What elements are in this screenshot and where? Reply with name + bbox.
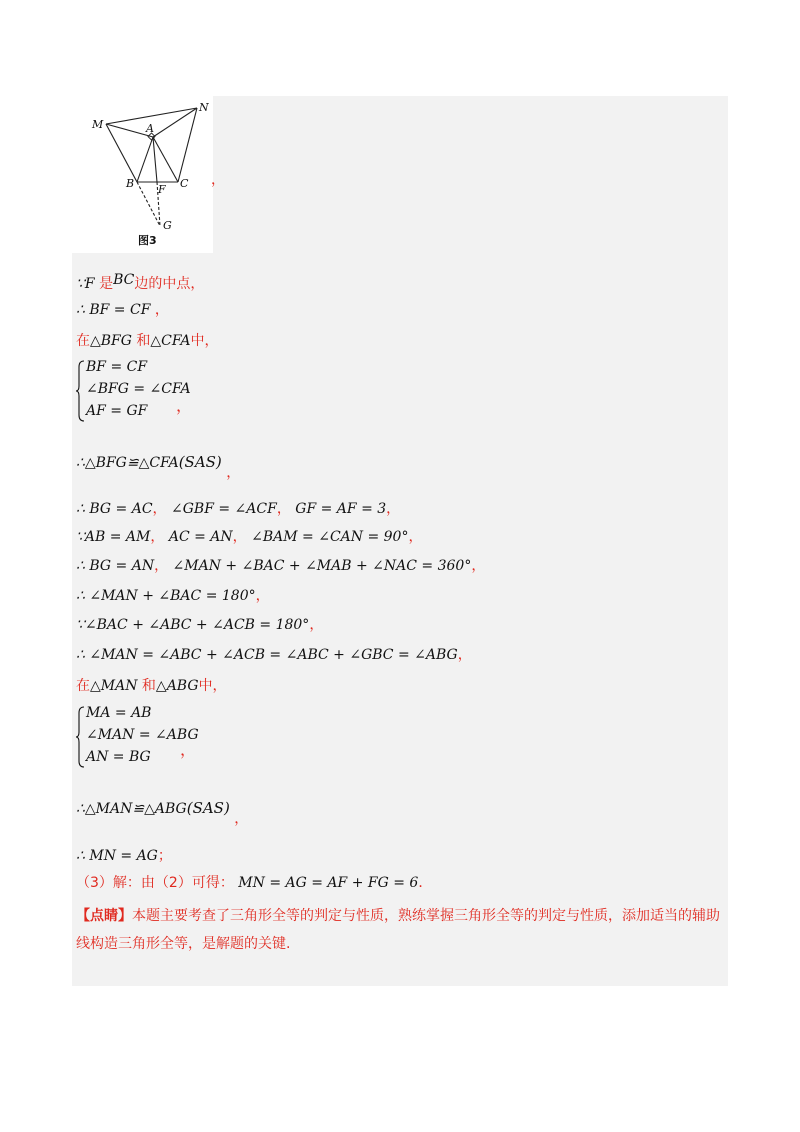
comma: ， [176,396,193,415]
label-M: M [92,118,104,131]
math-ac-eq-an: AC = AN [168,529,233,545]
line-in-triangles-1 [76,331,219,351]
line-bf-cf [76,300,169,320]
figure-3-diagram [72,96,213,253]
system-of-conditions-2 [76,705,206,769]
comma: ， [471,558,486,574]
line-in-triangles-2 [76,676,227,696]
comma: ， [152,501,167,517]
math-angle-man-eq-abg: ∴ ∠MAN = ∠ABC + ∠ACB = ∠ABC + ∠GBC = ∠ABG [76,647,458,663]
label-F: F [158,183,166,196]
comment-label: 【点睛】 [76,908,132,924]
math-right-angles: ∠BAM = ∠CAN = 90° [251,529,409,545]
line-ab-am [76,527,422,547]
text-midpoint: 边的中点， [134,276,205,292]
comma: ， [154,302,169,318]
condition-row: BF = CF [86,359,148,375]
text-middle: 中， [190,333,219,349]
label-A: A [146,122,154,135]
comma: ， [154,558,169,574]
comment-text: 本题主要考查了三角形全等的判定与性质，熟练掌握三角形全等的判定与性质，添加适当的辅助线构造三角形全等，是解题的关键. [76,908,720,952]
comma: ， [150,529,165,545]
line-part-3 [76,873,432,893]
line-bg-an [76,556,485,576]
math-man-plus-bac: ∴ ∠MAN + ∠BAC = 180° [76,588,256,604]
label-B: B [126,177,135,190]
figure-caption: 图3 [138,234,157,247]
math-bg-eq-an: ∴ BG = AN [76,558,155,574]
condition-row: ∠BFG = ∠CFA [86,381,191,397]
line-f-midpoint [76,274,204,294]
comma: ， [276,501,291,517]
line-congruent-2 [76,798,249,827]
var-f: F [84,276,95,292]
line-man-eq-abg [76,645,472,665]
math-bf-eq-cf: ∴ BF = CF [76,302,151,318]
math-ab-eq-am: ∵AB = AM [76,529,151,545]
system-of-conditions-1 [76,359,206,423]
comma: ， [408,529,423,545]
math-tri-man: △MAN [90,678,138,694]
line-bg-ac [76,499,400,519]
math-gf-eq-af-eq-3: GF = AF = 3 [295,501,387,517]
geometry-figure [72,96,213,253]
text-in: 在 [76,333,90,349]
math-congruence-bfg-cfa: ∴△BFG≌△CFA [76,455,179,471]
math-tri-bfg: △BFG [90,333,132,349]
line-sum-180 [76,586,270,606]
text-in: 在 [76,678,90,694]
figure-comma: ， [211,172,225,188]
line-triangle-sum [76,615,323,635]
label-N: N [199,101,209,114]
text-and: 和 [136,333,151,349]
text-and: 和 [141,678,156,694]
math-mn-eq-ag: ∴ MN = AG [76,848,158,864]
part-3-label: （3）解：由（2）可得： [76,875,234,891]
sas-label: (SAS) [178,453,222,471]
text-is: 是 [99,276,114,292]
label-G: G [163,219,172,232]
math-congruence-man-abg: ∴△MAN≌△ABG [76,801,187,817]
left-brace-icon [76,705,86,769]
var-bc: BC [113,272,135,288]
comma: ， [457,647,472,663]
comma: ， [226,465,241,481]
math-bg-eq-ac: ∴ BG = AC [76,501,153,517]
math-mn-result: MN = AG = AF + FG = 6 [238,875,419,891]
comma: ， [232,529,247,545]
period: ． [418,875,433,891]
comment-block [76,902,726,958]
semicolon: ； [157,848,172,864]
comma: ， [309,617,324,633]
math-tri-cfa: △CFA [150,333,191,349]
text-middle: 中， [198,678,227,694]
math-angle-gbf-eq-acf: ∠GBF = ∠ACF [171,501,277,517]
comma: ， [234,811,249,827]
math-angle-sum-360: ∠MAN + ∠BAC + ∠MAB + ∠NAC = 360° [172,558,472,574]
condition-row: AN = BG [86,749,151,765]
math-triangle-angle-sum: ∵∠BAC + ∠ABC + ∠ACB = 180° [76,617,310,633]
condition-row: AF = GF [86,403,148,419]
line-congruent-1 [76,452,241,481]
because-symbol: ∵ [76,276,85,292]
comma: ， [386,501,401,517]
comma: ， [255,588,270,604]
comma: ， [180,740,197,759]
condition-row: ∠MAN = ∠ABG [86,727,199,743]
sas-label: (SAS) [186,799,230,817]
math-tri-abg: △ABG [155,678,199,694]
left-brace-icon [76,359,86,423]
line-mn-ag [76,846,172,866]
condition-row: MA = AB [86,705,152,721]
label-C: C [180,177,189,190]
